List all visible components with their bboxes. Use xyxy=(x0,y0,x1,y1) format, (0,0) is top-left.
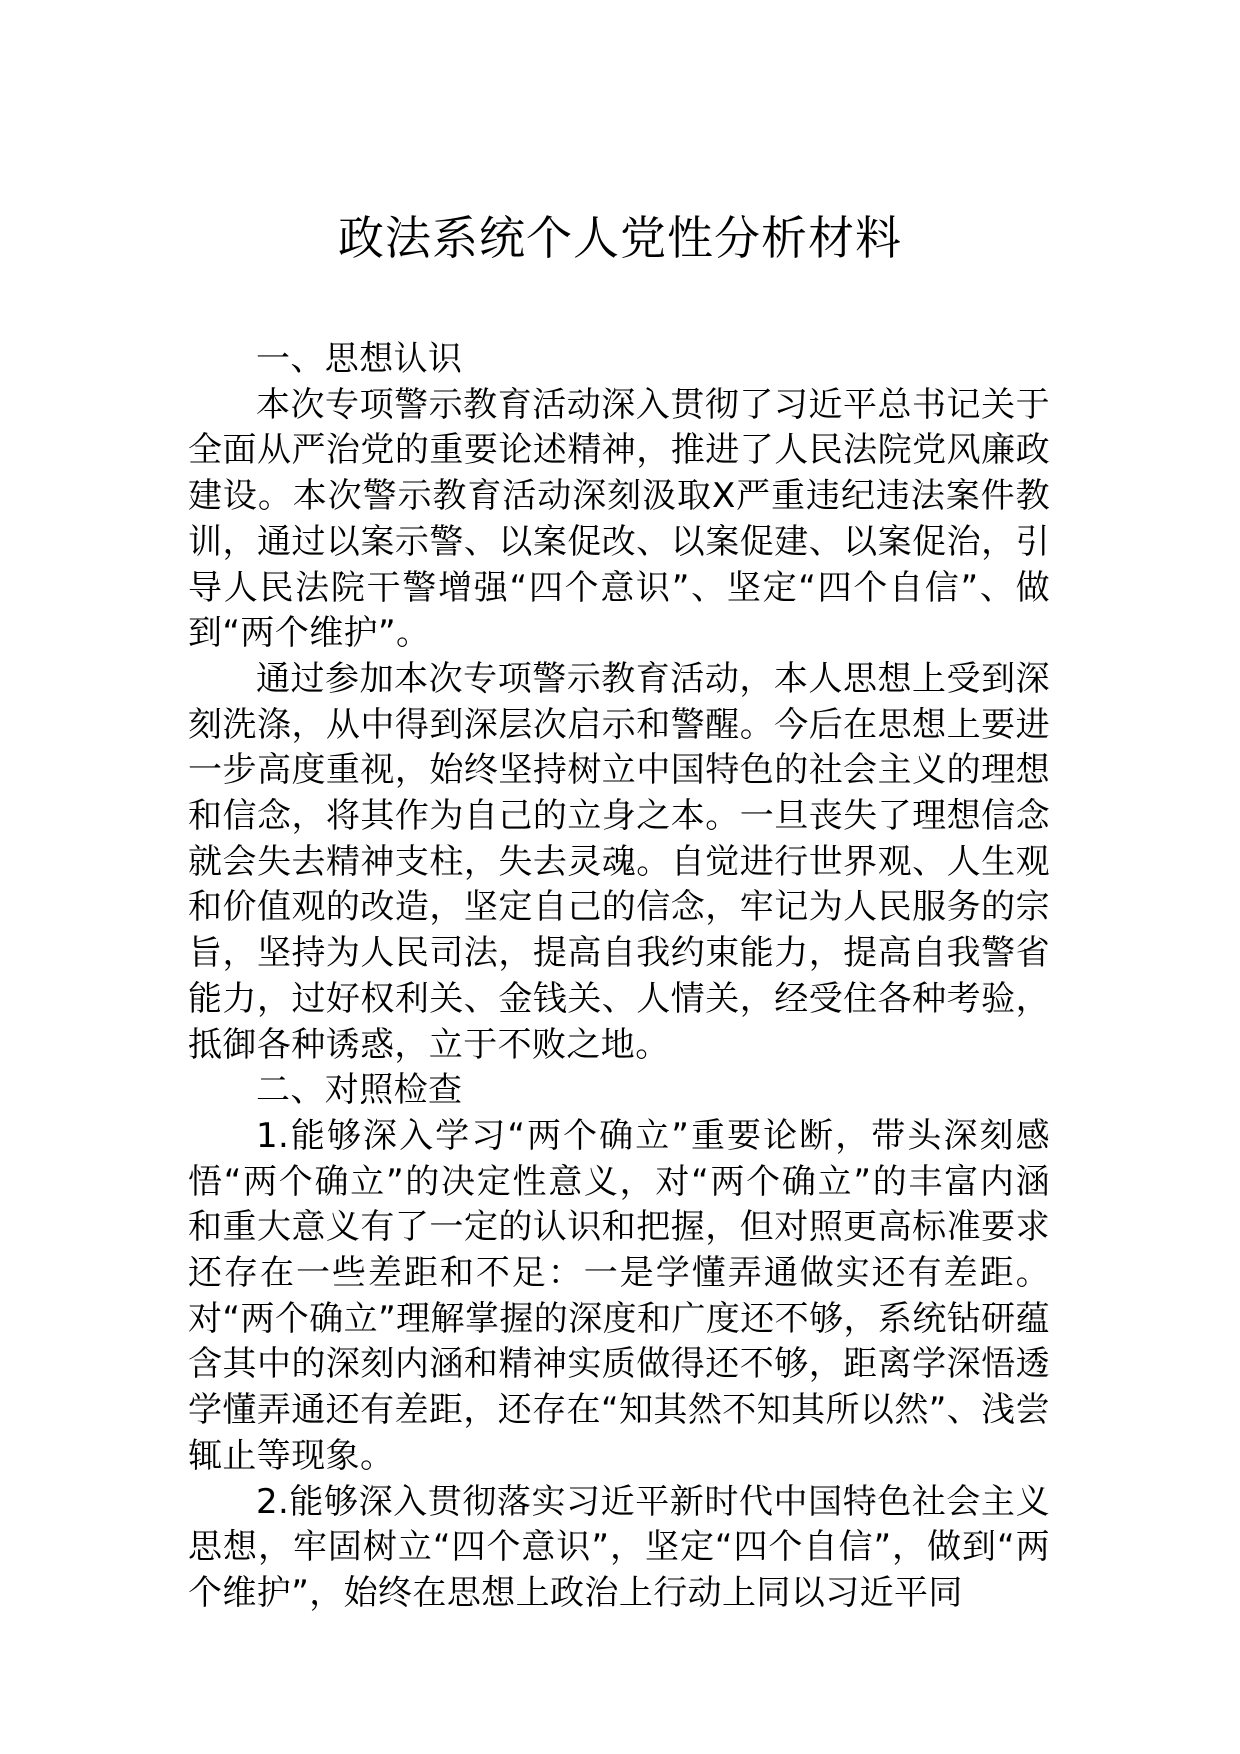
body-paragraph: 通过参加本次专项警示教育活动，本人思想上受到深刻洗涤，从中得到深层次启示和警醒。今后在思想上要进一步高度重视，始终坚持树立中国特色的社会主义的理想和信念，将其作为自己的立身之本。一旦丧失了理想信念就会失去精神支柱，失去灵魂。自觉进行世界观、人生观和价值观的改造，坚定自己的信念，牢记为人民服务的宗旨，坚持为人民司法，提高自我约束能力，提高自我警省能力，过好权利关、金钱关、人情关，经受住各种考验，抵御各种诱惑，立于不败之地。 xyxy=(188,658,1050,1065)
section-heading: 二、对照检查 xyxy=(256,1070,463,1111)
document-body xyxy=(188,337,1050,1617)
body-paragraph: 2.能够深入贯彻落实习近平新时代中国特色社会主义思想，牢固树立“四个意识”，坚定“四个自信”，做到“两个维护”，始终在思想上政治上行动上同以习近平同 xyxy=(188,1481,1050,1613)
body-paragraph: 1.能够深入学习“两个确立”重要论断，带头深刻感悟“两个确立”的决定性意义，对“两个确立”的丰富内涵和重大意义有了一定的认识和把握，但对照更高标准要求还存在一些差距和不足：一是学懂弄通做实还有差距。对“两个确立”理解掌握的深度和广度还不够，系统钻研蕴含其中的深刻内涵和精神实质做得还不够，距离学深悟透学懂弄通还有差距，还存在“知其然不知其所以然”、浅尝辄止等现象。 xyxy=(188,1115,1050,1476)
body-paragraph: 本次专项警示教育活动深入贯彻了习近平总书记关于全面从严治党的重要论述精神，推进了人民法院党风廉政建设。本次警示教育活动深刻汲取X严重违纪违法案件教训，通过以案示警、以案促改、以案促建、以案促治，引导人民法院干警增强“四个意识”、坚定“四个自信”、做到“两个维护”。 xyxy=(188,384,1050,654)
section-heading: 一、思想认识 xyxy=(256,339,463,379)
document-title: 政法系统个人党性分析材料 xyxy=(338,211,902,265)
